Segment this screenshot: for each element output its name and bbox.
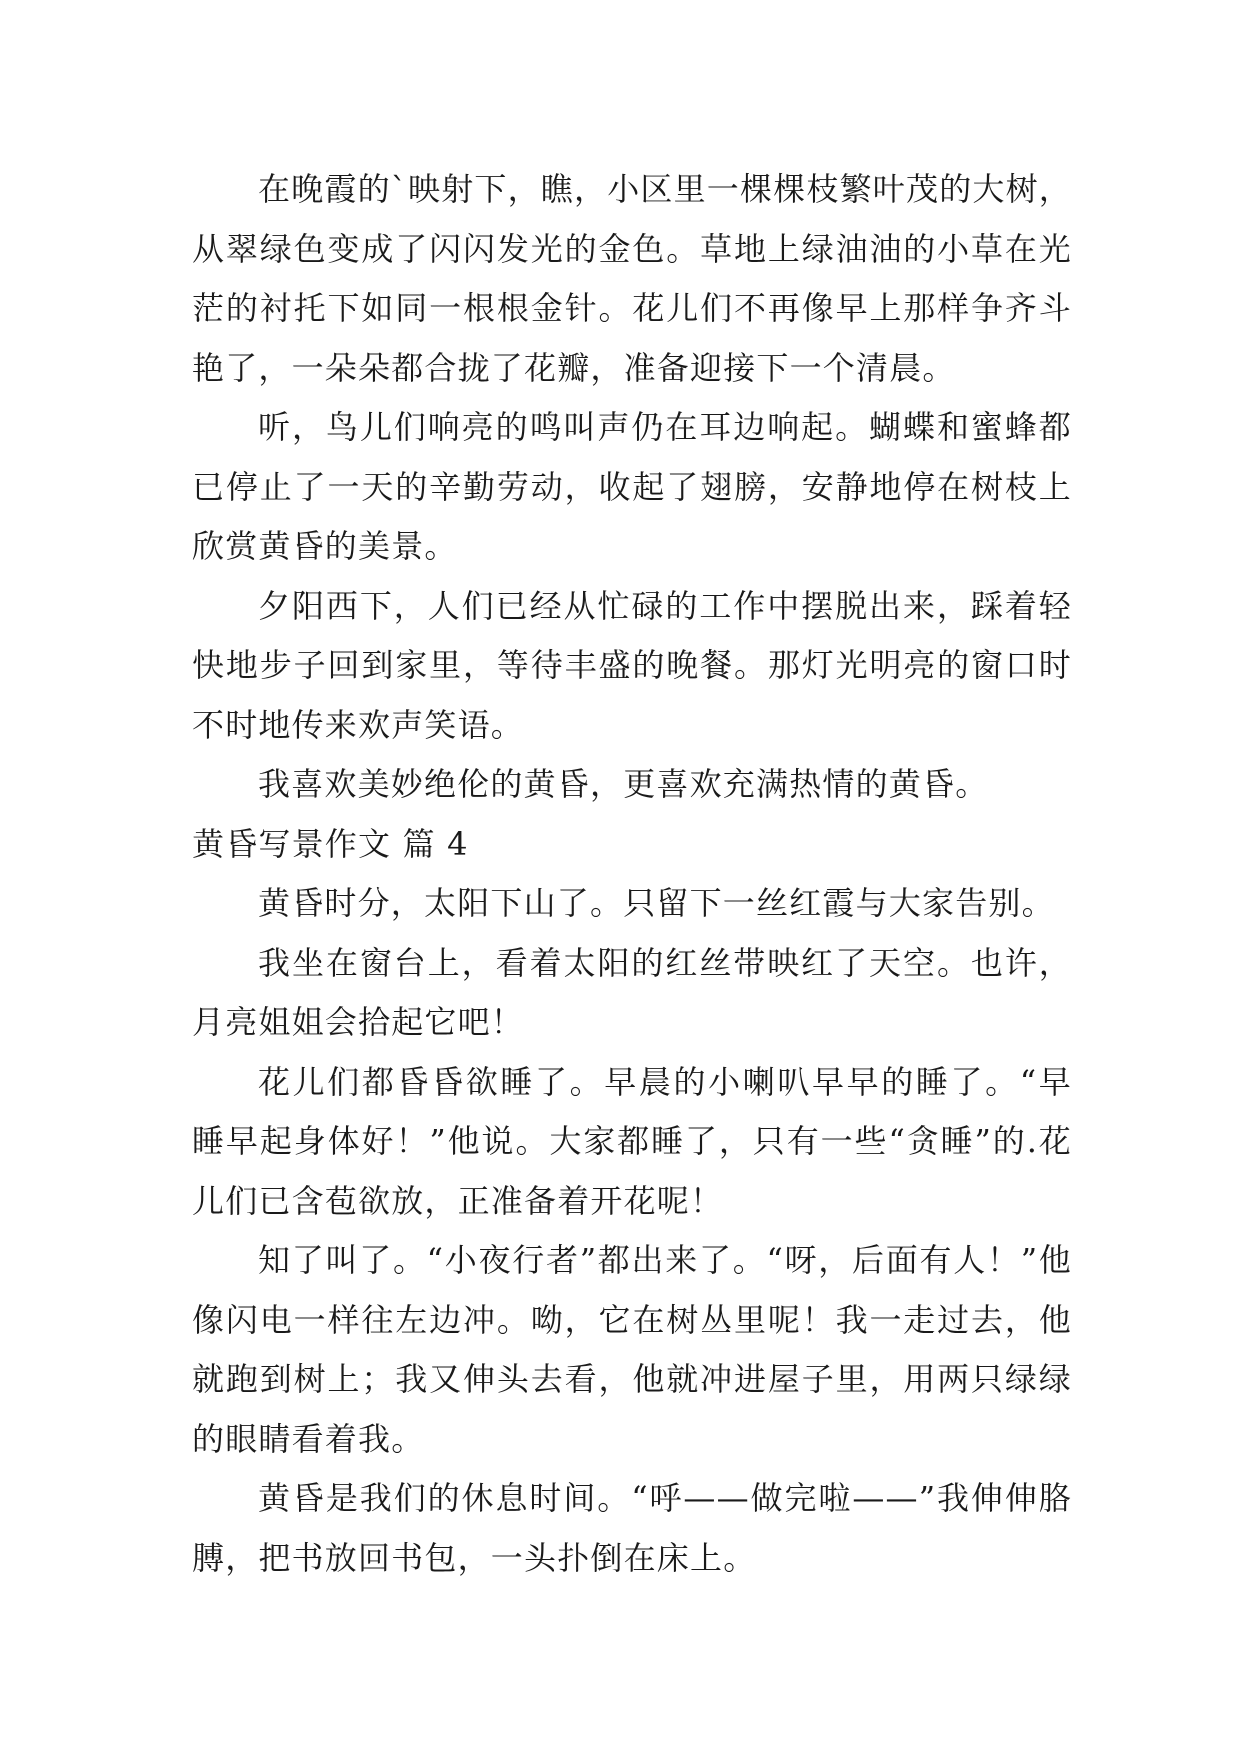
paragraph-evening-glow: 在晚霞的`映射下，瞧，小区里一棵棵枝繁叶茂的大树，从翠绿色变成了闪闪发光的金色。草地上绿油油的小草在光茫的衬托下如同一根根金针。花儿们不再像早上那样争齐斗艳了，一朵朵都合拢了花瓣，准备迎接下一个清晨。 bbox=[192, 170, 1073, 387]
paragraph-conclusion: 我喜欢美妙绝伦的黄昏，更喜欢充满热情的黄昏。 bbox=[258, 765, 989, 803]
paragraph-people-returning: 夕阳西下，人们已经从忙碌的工作中摆脱出来，踩着轻快地步子回到家里，等待丰盛的晚餐。那灯光明亮的窗口时不时地传来欢声笑语。 bbox=[192, 586, 1072, 744]
paragraph-window-sill: 我坐在窗台上，看着太阳的红丝带映红了天空。也许，月亮姐姐会拾起它吧！ bbox=[192, 943, 1072, 1041]
paragraph-night-walker: 知了叫了。“小夜行者”都出来了。“呀，后面有人！”他像闪电一样往左边冲。呦，它在树丛里呢！我一走过去，他就跑到树上；我又伸头去看，他就冲进屋子里，用两只绿绿的眼睛看着我。 bbox=[192, 1241, 1072, 1458]
section-heading: 黄昏写景作文 篇 4 bbox=[192, 824, 469, 863]
paragraph-sunset: 黄昏时分，太阳下山了。只留下一丝红霞与大家告别。 bbox=[258, 884, 1055, 922]
paragraph-rest-time: 黄昏是我们的休息时间。“呼——做完啦——”我伸伸胳膊，把书放回书包，一头扑倒在床上。 bbox=[192, 1479, 1072, 1577]
essay-body bbox=[192, 160, 1072, 1588]
paragraph-sleepy-flowers: 花儿们都昏昏欲睡了。早晨的小喇叭早早的睡了。“早睡早起身体好！”他说。大家都睡了，只有一些“贪睡”的.花儿们已含苞欲放，正准备着开花呢！ bbox=[192, 1062, 1072, 1220]
paragraph-birds-butterflies: 听，鸟儿们响亮的鸣叫声仍在耳边响起。蝴蝶和蜜蜂都已停止了一天的辛勤劳动，收起了翅膀，安静地停在树枝上欣赏黄昏的美景。 bbox=[192, 408, 1072, 565]
